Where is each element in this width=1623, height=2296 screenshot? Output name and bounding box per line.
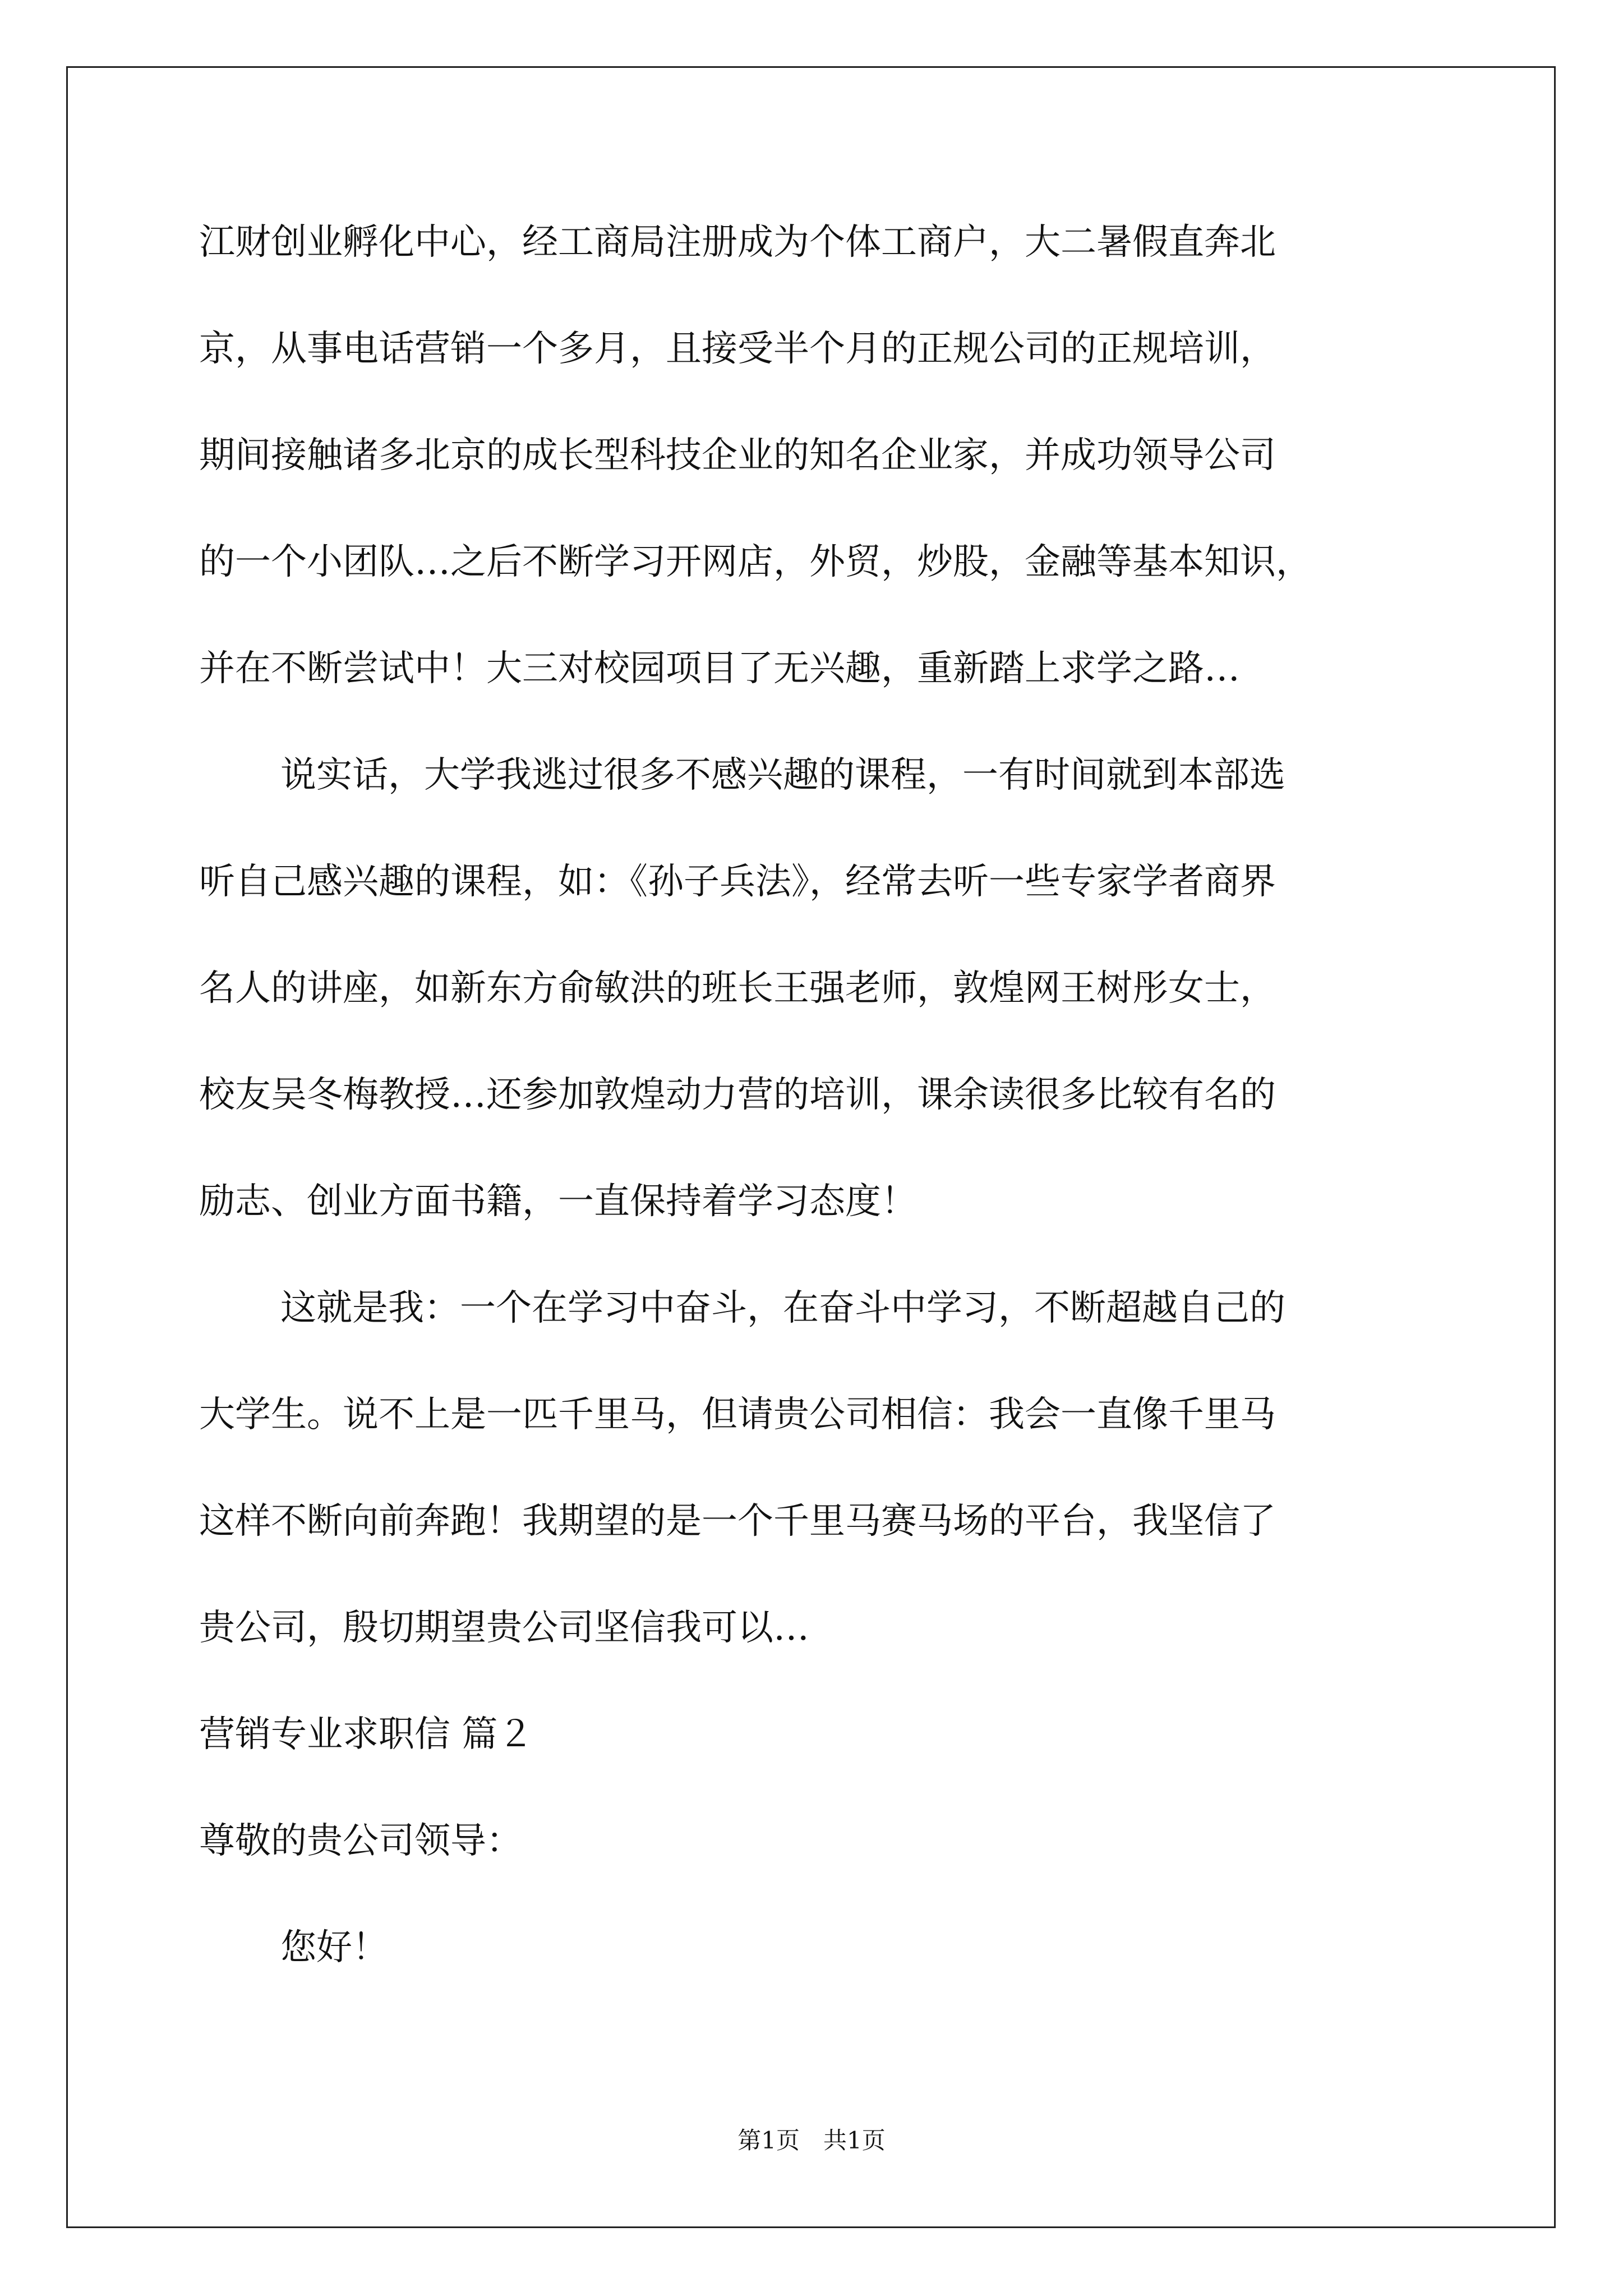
text-line: 听自己感兴趣的课程，如：《孙子兵法》，经常去听一些专家学者商界 — [199, 861, 1276, 903]
text-line: 贵公司，殷切期望贵公司坚信我可以… — [199, 1607, 809, 1649]
text-line: 的一个小团队…之后不断学习开网店，外贸，炒股，金融等基本知识， — [199, 541, 1312, 583]
text-line: 励志、创业方面书籍，一直保持着学习态度！ — [199, 1181, 917, 1222]
section-heading: 营销专业求职信 篇２ — [199, 1714, 534, 1755]
text-line: 京，从事电话营销一个多月，且接受半个月的正规公司的正规培训， — [199, 328, 1276, 370]
text-line: 江财创业孵化中心，经工商局注册成为个体工商户，大二暑假直奔北 — [199, 222, 1276, 263]
text-line: 名人的讲座，如新东方俞敏洪的班长王强老师，敦煌网王树彤女士， — [199, 968, 1276, 1009]
paragraph-start-line: 这就是我：一个在学习中奋斗，在奋斗中学习，不断超越自己的 — [280, 1287, 1285, 1329]
document-body — [199, 224, 1455, 2036]
text-line: 期间接触诸多北京的成长型科技企业的知名企业家，并成功领导公司 — [199, 435, 1276, 476]
text-line: 这样不断向前奔跑！我期望的是一个千里马赛马场的平台，我坚信了 — [199, 1501, 1276, 1542]
page-footer: 第1页 共1页 — [737, 2127, 886, 2154]
text-line: 校友吴冬梅教授…还参加敦煌动力营的培训，课余读很多比较有名的 — [199, 1074, 1276, 1116]
text-line: 并在不断尝试中！大三对校园项目了无兴趣，重新踏上求学之路… — [199, 648, 1240, 689]
greeting: 您好！ — [280, 1927, 388, 1968]
text-line: 大学生。说不上是一匹千里马，但请贵公司相信：我会一直像千里马 — [199, 1394, 1276, 1435]
paragraph-start-line: 说实话，大学我逃过很多不感兴趣的课程，一有时间就到本部选 — [280, 754, 1285, 796]
salutation: 尊敬的贵公司领导： — [199, 1820, 522, 1862]
